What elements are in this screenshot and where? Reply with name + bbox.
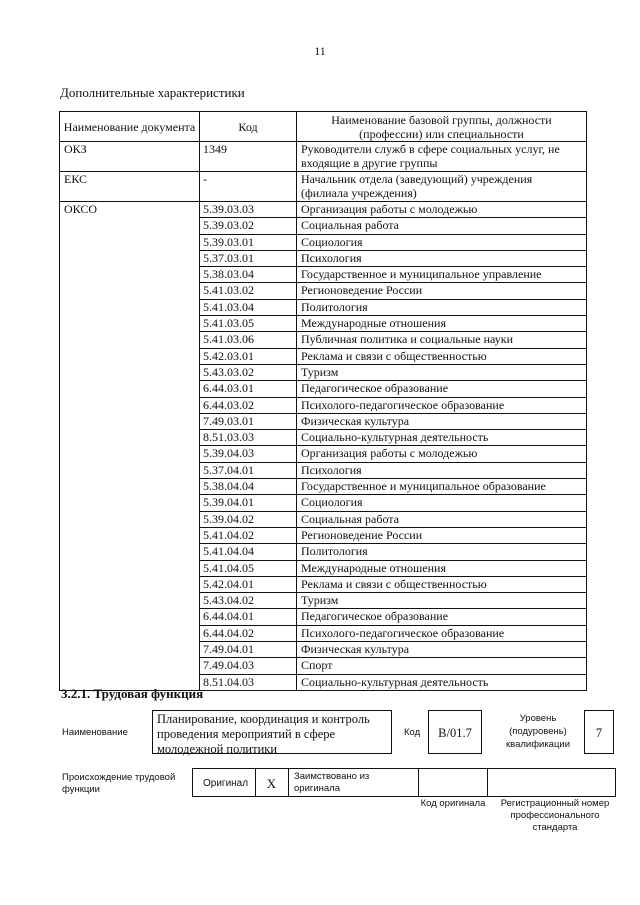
table-row-eks	[60, 172, 587, 202]
table-row	[60, 202, 587, 218]
okso-doc-spacer	[60, 234, 200, 250]
okso-code: 5.38.03.04	[200, 267, 297, 283]
okso-code: 5.39.04.03	[200, 446, 297, 462]
okso-name: Организация работы с молодежью	[297, 202, 587, 218]
code-label: Код	[404, 727, 421, 738]
header-code: Код	[200, 112, 297, 142]
table-header-row	[60, 112, 587, 142]
regnum-cell	[487, 768, 616, 797]
okso-code: 7.49.04.01	[200, 642, 297, 658]
table-row	[60, 234, 587, 250]
table-row	[60, 430, 587, 446]
okso-name: Туризм	[297, 593, 587, 609]
okso-doc-spacer	[60, 316, 200, 332]
okso-code: 6.44.04.02	[200, 625, 297, 641]
borrowed-label: Заимствовано из оригинала	[288, 768, 419, 797]
table-row	[60, 316, 587, 332]
table-row	[60, 576, 587, 592]
okso-name: Педагогическое образование	[297, 609, 587, 625]
table-row	[60, 527, 587, 543]
table-row	[60, 544, 587, 560]
okso-name: Политология	[297, 299, 587, 315]
okso-name: Психология	[297, 250, 587, 266]
okso-doc-spacer	[60, 299, 200, 315]
okso-code: 5.42.04.01	[200, 576, 297, 592]
table-row	[60, 283, 587, 299]
table-row	[60, 250, 587, 266]
table-row	[60, 642, 587, 658]
okso-name: Социология	[297, 234, 587, 250]
code-original-caption: Код оригинала	[420, 798, 486, 809]
table-row-okz	[60, 142, 587, 172]
okso-code: 7.49.03.01	[200, 413, 297, 429]
okso-name: Психолого-педагогическое образование	[297, 625, 587, 641]
okso-doc-spacer	[60, 250, 200, 266]
eks-doc: ЕКС	[60, 172, 200, 202]
table-row	[60, 364, 587, 380]
okso-code: 5.41.04.02	[200, 527, 297, 543]
okso-name: Регионоведение России	[297, 527, 587, 543]
original-code-cell	[418, 768, 488, 797]
table-row	[60, 446, 587, 462]
table-row	[60, 381, 587, 397]
okso-doc-spacer	[60, 446, 200, 462]
okso-name: Психолого-педагогическое образование	[297, 397, 587, 413]
table-row	[60, 397, 587, 413]
original-label: Оригинал	[203, 778, 249, 789]
okso-code: 5.39.03.01	[200, 234, 297, 250]
table-row	[60, 658, 587, 674]
okso-code: 5.41.03.05	[200, 316, 297, 332]
table-row	[60, 625, 587, 641]
table-row	[60, 511, 587, 527]
okso-doc-spacer	[60, 413, 200, 429]
table-row	[60, 299, 587, 315]
okso-code: 6.44.04.01	[200, 609, 297, 625]
original-mark: X	[255, 768, 289, 797]
okso-name: Организация работы с молодежью	[297, 446, 587, 462]
page-number: 11	[314, 44, 326, 58]
okso-doc-spacer	[60, 511, 200, 527]
okso-name: Публичная политика и социальные науки	[297, 332, 587, 348]
okso-doc-spacer	[60, 462, 200, 478]
okso-doc-spacer	[60, 348, 200, 364]
okso-code: 6.44.03.02	[200, 397, 297, 413]
okso-doc-spacer	[60, 283, 200, 299]
table-row	[60, 479, 587, 495]
section-heading: Дополнительные характеристики	[60, 85, 245, 100]
okso-code: 8.51.04.03	[200, 674, 297, 690]
okso-name: Педагогическое образование	[297, 381, 587, 397]
okso-code: 5.41.03.06	[200, 332, 297, 348]
okso-name: Государственное и муниципальное образование	[297, 479, 587, 495]
okso-doc-spacer	[60, 430, 200, 446]
table-row	[60, 593, 587, 609]
okz-name: Руководители служб в сфере социальных услуг, не входящие в другие группы	[297, 142, 587, 172]
okso-code: 5.43.04.02	[200, 593, 297, 609]
okso-name: Социология	[297, 495, 587, 511]
okso-doc-spacer	[60, 625, 200, 641]
okso-code: 5.41.04.05	[200, 560, 297, 576]
okso-code: 5.43.03.02	[200, 364, 297, 380]
okso-name: Реклама и связи с общественностью	[297, 348, 587, 364]
okso-name: Социально-культурная деятельность	[297, 430, 587, 446]
okso-code: 5.37.04.01	[200, 462, 297, 478]
function-title: Планирование, координация и контроль проведения мероприятий в сфере молодежной политики	[152, 710, 392, 754]
table-row	[60, 560, 587, 576]
okso-doc-spacer	[60, 332, 200, 348]
okso-name: Физическая культура	[297, 413, 587, 429]
table-row	[60, 267, 587, 283]
okso-name: Туризм	[297, 364, 587, 380]
header-name: Наименование базовой группы, должности (профессии) или специальности	[297, 112, 587, 142]
characteristics-table	[59, 111, 587, 691]
okso-name: Социально-культурная деятельность	[297, 674, 587, 690]
okso-name: Спорт	[297, 658, 587, 674]
okso-code: 7.49.04.03	[200, 658, 297, 674]
table-row	[60, 413, 587, 429]
okso-name: Социальная работа	[297, 511, 587, 527]
okso-code: 5.39.03.02	[200, 218, 297, 234]
okso-name: Международные отношения	[297, 560, 587, 576]
okso-name: Международные отношения	[297, 316, 587, 332]
okso-name: Реклама и связи с общественностью	[297, 576, 587, 592]
okso-doc-spacer	[60, 576, 200, 592]
okso-code: 5.41.03.02	[200, 283, 297, 299]
eks-code: -	[200, 172, 297, 202]
okso-doc-spacer	[60, 527, 200, 543]
okso-code: 5.39.03.03	[200, 202, 297, 218]
okso-doc-spacer	[60, 593, 200, 609]
okso-name: Психология	[297, 462, 587, 478]
origin-row	[192, 768, 616, 797]
okso-name: Социальная работа	[297, 218, 587, 234]
okso-code: 5.41.03.04	[200, 299, 297, 315]
table-row	[60, 348, 587, 364]
okso-doc-spacer	[60, 560, 200, 576]
okso-name: Физическая культура	[297, 642, 587, 658]
level-label: Уровень (подуровень) квалификации	[505, 713, 571, 750]
okso-doc-spacer	[60, 544, 200, 560]
okso-name: Регионоведение России	[297, 283, 587, 299]
okso-code: 5.39.04.01	[200, 495, 297, 511]
original-cell	[192, 768, 256, 797]
okz-code: 1349	[200, 142, 297, 172]
regnum-caption: Регистрационный номер профессионального стандарта	[500, 798, 610, 833]
table-row	[60, 218, 587, 234]
table-row	[60, 495, 587, 511]
okso-doc-spacer	[60, 479, 200, 495]
okso-name: Политология	[297, 544, 587, 560]
okso-doc: ОКСО	[60, 202, 200, 218]
okso-doc-spacer	[60, 397, 200, 413]
qualification-level: 7	[584, 710, 614, 754]
origin-label: Происхождение трудовой функции	[62, 772, 176, 795]
okso-doc-spacer	[60, 381, 200, 397]
labor-function-title: 3.2.1. Трудовая функция	[61, 686, 204, 701]
okso-code: 5.38.04.04	[200, 479, 297, 495]
table-row	[60, 609, 587, 625]
okso-code: 5.41.04.04	[200, 544, 297, 560]
okso-doc-spacer	[60, 658, 200, 674]
table-row	[60, 462, 587, 478]
okso-code: 5.42.03.01	[200, 348, 297, 364]
okso-doc-spacer	[60, 267, 200, 283]
name-label: Наименование	[62, 727, 128, 738]
eks-name: Начальник отдела (заведующий) учреждения (филиала учреждения)	[297, 172, 587, 202]
okso-code: 6.44.03.01	[200, 381, 297, 397]
okso-doc-spacer	[60, 364, 200, 380]
okso-doc-spacer	[60, 495, 200, 511]
okso-name: Государственное и муниципальное управление	[297, 267, 587, 283]
function-code: B/01.7	[428, 710, 482, 754]
okz-doc: ОКЗ	[60, 142, 200, 172]
okso-code: 8.51.03.03	[200, 430, 297, 446]
okso-code: 5.39.04.02	[200, 511, 297, 527]
header-document: Наименование документа	[60, 112, 200, 142]
okso-doc-spacer	[60, 609, 200, 625]
table-row	[60, 332, 587, 348]
okso-code: 5.37.03.01	[200, 250, 297, 266]
okso-doc-spacer	[60, 218, 200, 234]
okso-doc-spacer	[60, 642, 200, 658]
